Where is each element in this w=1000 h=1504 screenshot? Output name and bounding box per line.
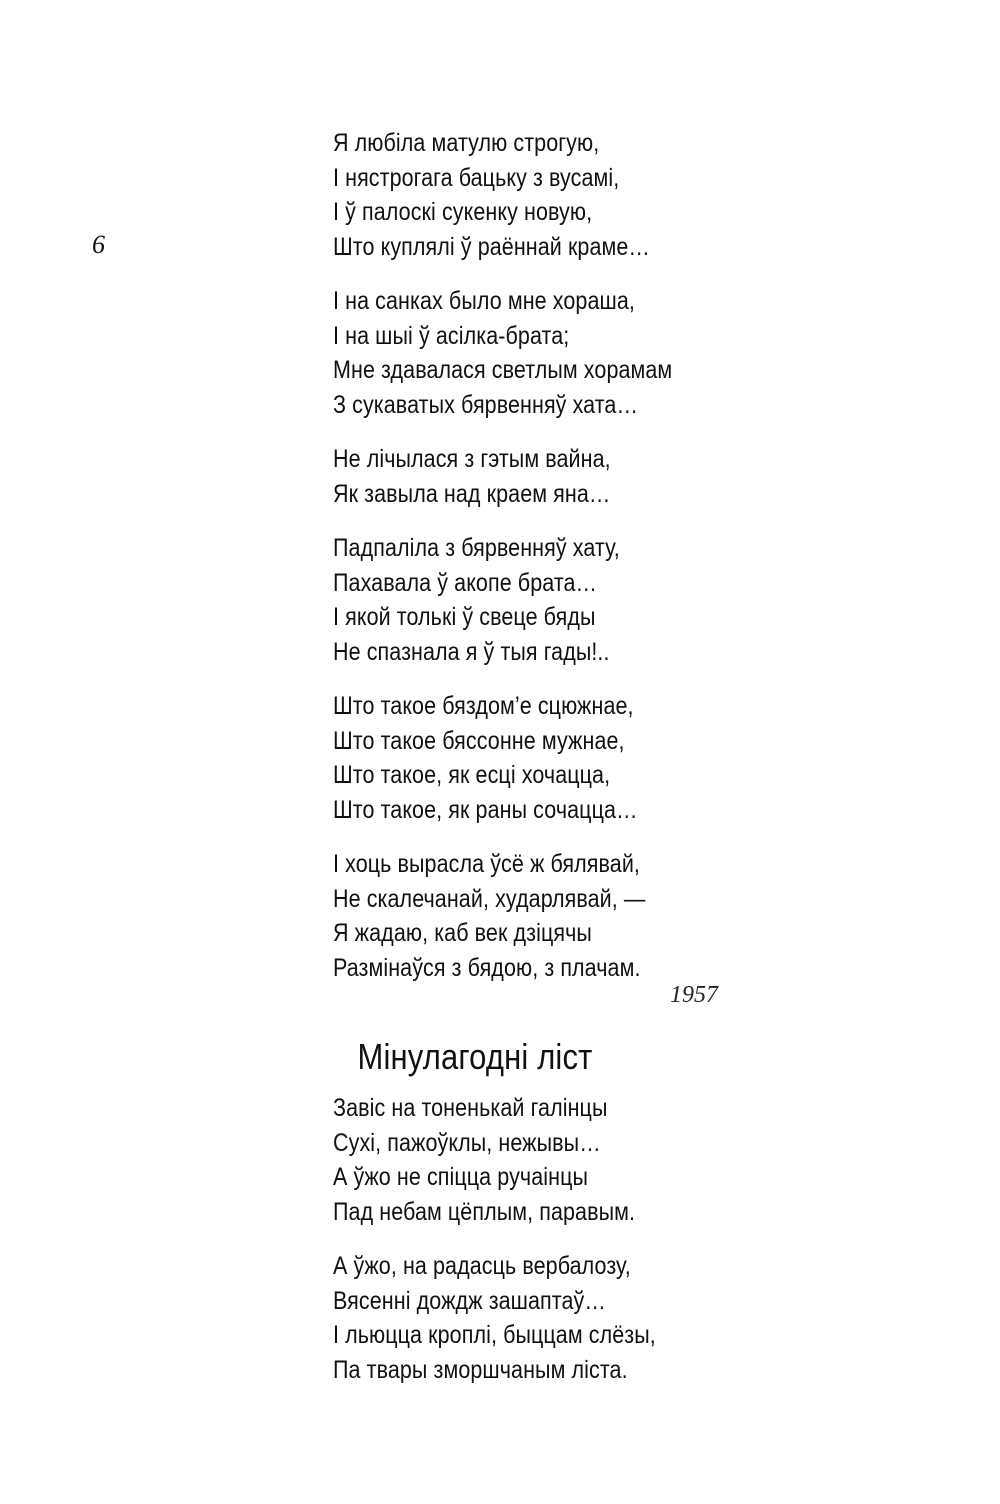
verse-line: Пахавала ў акопе брата…	[333, 568, 598, 597]
verse-line: Што такое бяздом’е сцюжнае,	[333, 692, 634, 720]
verse-line: І на санках было мне хораша,	[333, 287, 635, 315]
verse-line: А ўжо не спіцца ручаінцы	[333, 1163, 589, 1191]
verse-line: І на шыі ў асілка-брата;	[333, 321, 570, 350]
poem1-stanza-3	[333, 442, 753, 511]
poem1-stanza-4	[333, 531, 753, 669]
poem-date: 1957	[670, 982, 718, 1008]
poem2-stanza-1	[333, 1091, 753, 1229]
verse-line: І льюцца кроплі, быццам слёзы,	[333, 1321, 656, 1349]
verse-line: Я жадаю, каб век дзіцячы	[333, 919, 592, 947]
verse-line: Што такое, як раны сочацца…	[333, 795, 638, 824]
verse-line: І хоць вырасла ўсё ж бялявай,	[333, 850, 640, 878]
verse-line: Пад небам цёплым, паравым.	[333, 1197, 636, 1226]
poem1-stanza-5	[333, 689, 753, 827]
verse-line: А ўжо, на радасць вербалозу,	[333, 1252, 631, 1280]
verse-line: Вясенні дождж зашаптаў…	[333, 1286, 606, 1315]
verse-line: Я любіла матулю строгую,	[333, 129, 600, 157]
poem1-stanza-2	[333, 284, 753, 422]
verse-line: І ў палоскі сукенку новую,	[333, 198, 593, 226]
page-content	[333, 126, 753, 1407]
page-number: 6	[92, 230, 105, 259]
poem1-stanza-6	[333, 847, 753, 985]
verse-line: Не лічылася з гэтым вайна,	[333, 445, 611, 473]
verse-line: І нястрогага бацьку з вусамі,	[333, 163, 620, 192]
verse-line: Што куплялі ў раённай краме…	[333, 232, 651, 261]
verse-line: Падпаліла з бярвенняў хату,	[333, 534, 620, 562]
verse-line: З сукаватых бярвенняў хата…	[333, 390, 639, 419]
verse-line: Мне здавалася светлым хорамам	[333, 356, 673, 384]
verse-line: Не спазнала я ў тыя гады!..	[333, 637, 610, 666]
verse-line: Па твары зморшчаным ліста.	[333, 1355, 628, 1384]
verse-line: Размінаўся з бядою, з плачам.	[333, 953, 641, 982]
verse-line: Як завыла над краем яна…	[333, 479, 611, 508]
verse-line: І якой толькі ў свеце бяды	[333, 603, 596, 631]
poem-title: Мінулагодні ліст	[357, 1036, 593, 1077]
verse-line: Завіс на тоненькай галінцы	[333, 1094, 608, 1122]
poem1-stanza-1	[333, 126, 753, 264]
verse-line: Што такое, як есці хочацца,	[333, 761, 611, 789]
verse-line: Што такое бяссонне мужнае,	[333, 726, 625, 755]
poem2-stanza-2	[333, 1249, 753, 1387]
verse-line: Не скалечанай, хударлявай, —	[333, 884, 646, 913]
verse-line: Сухі, пажоўклы, нежывы…	[333, 1128, 601, 1157]
